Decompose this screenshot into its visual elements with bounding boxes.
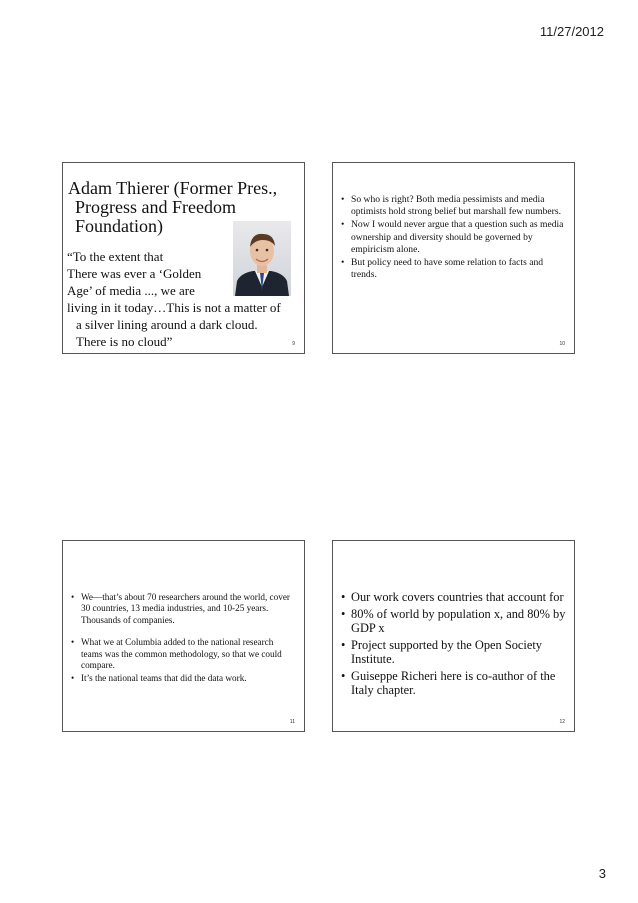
list-item: • What we at Columbia added to the national research teams was the common methodology, so that we could compare. — [71, 637, 297, 671]
list-item: • Guiseppe Richeri here is co-author of the Italy chapter. — [341, 669, 571, 698]
title-line: Foundation) — [75, 216, 163, 236]
list-item: • Now I would never argue that a question such as media ownership and diversity should be governed by empiricism alone. — [341, 219, 571, 256]
bullet-list — [341, 194, 571, 282]
slide-number: 12 — [559, 719, 565, 725]
title-line: Adam Thierer (Former Pres., — [68, 178, 278, 198]
bullet-list — [71, 592, 297, 687]
bullet-list — [341, 590, 571, 700]
slide-9 — [62, 162, 305, 354]
list-item: • We—that’s about 70 researchers around the world, cover 30 countries, 13 media industries, and 10-25 years. Thousands of companies. — [71, 592, 297, 626]
title-line: Progress and Freedom — [75, 197, 236, 217]
slide-11 — [62, 540, 305, 732]
slide-number: 9 — [292, 341, 295, 347]
list-item: • Our work covers countries that account for — [341, 590, 571, 605]
list-item: • 80% of world by population x, and 80% by GDP x — [341, 607, 571, 636]
list-item: • So who is right? Both media pessimists and media optimists hold strong belief but marshall few numbers. — [341, 194, 571, 218]
quote-line: “To the extent that — [67, 249, 164, 264]
slide-number: 10 — [559, 341, 565, 347]
list-item: • But policy need to have some relation to facts and trends. — [341, 257, 571, 281]
print-date: 11/27/2012 — [539, 24, 604, 39]
quote-line: Age’ of media ..., we are — [67, 283, 195, 298]
page-number: 3 — [598, 866, 606, 881]
quote-line: a silver lining around a dark cloud. — [76, 317, 258, 332]
list-item: • It’s the national teams that did the data work. — [71, 673, 297, 684]
quote-line: There was ever a ‘Golden — [67, 266, 202, 281]
slide-12 — [332, 540, 575, 732]
slide-10 — [332, 162, 575, 354]
quote-line: There is no cloud” — [76, 334, 173, 349]
list-item: • Project supported by the Open Society Institute. — [341, 638, 571, 667]
quote-line: living in it today…This is not a matter of — [67, 300, 281, 315]
quote-text — [67, 248, 305, 350]
slide-number: 11 — [289, 719, 295, 725]
